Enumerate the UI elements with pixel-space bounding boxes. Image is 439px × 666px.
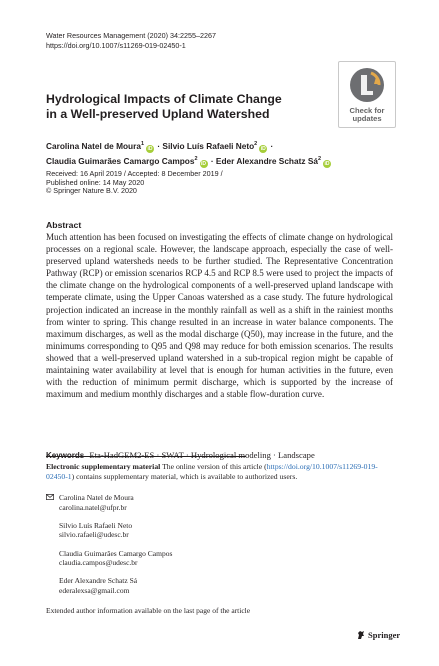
- esm-doi-link[interactable]: https://doi.org/10.1007/s11269-019-02450-1: [46, 462, 378, 481]
- supplementary-material-note: [46, 462, 393, 482]
- contact-name: Silvio Luís Rafaeli Neto: [59, 520, 133, 530]
- contact-name: Carolina Natel de Moura: [59, 493, 134, 502]
- affiliation-marker: 2: [254, 141, 258, 147]
- contact-email[interactable]: ederalexsa@gmail.com: [59, 585, 130, 595]
- publication-dates: [46, 170, 223, 196]
- keywords-list: Eta-HadGEM2-ES · SWAT · Hydrological modeling · Landscape: [89, 450, 315, 460]
- affiliation-marker: 1: [140, 141, 145, 147]
- check-for-updates-badge[interactable]: [338, 61, 396, 128]
- title-line2: in a Well-preserved Upland Watershed: [46, 107, 270, 121]
- envelope-icon: [46, 494, 54, 500]
- contact-email[interactable]: claudia.campos@udesc.br: [59, 558, 138, 568]
- esm-text-after: ) contains supplementary material, which is available to authorized users.: [71, 472, 298, 481]
- badge-line2: updates: [352, 114, 382, 123]
- abstract-text: Much attention has been focused on investigating the effects of climate change on hydrological processes on a regional scale. However, the landscape approach, especially the case of well-preserved upland watersheds needs to be further studied. The Representative Concentration Pathway (RCP) or emission scenarios RCP 4.5 and RCP 8.5 were used to project the impacts of the climate change on the hydrological components of a well-preserved upland landscape with temperate climate, using the Upper Canoas watershed as a case study. The future hydrological projection indicated an increase in the monthly rainfall as well as a shift in the rainiest months from winter to spring. This change resulted in an increase in water balance components. The maximum discharges, as well as the modal discharge (Q50), may increase in the future, and the minimums corresponding to Q95 and Q98 may reduce for both emission scenarios. The results showed that a well-preserved upland watershed in a sub-tropical region might be capable of maintaining water availability at level that is enough for human activities in the future, even with the reduction of minimum permit discharge, which is supported by the increase of maximum and medium monthly discharges and a stable flow-duration curve.: [46, 232, 393, 400]
- orcid-icon[interactable]: iD: [324, 160, 330, 167]
- footnote-divider: [46, 456, 246, 457]
- check-for-updates-icon: [349, 67, 385, 103]
- doi-link[interactable]: https://doi.org/10.1007/s11269-019-02450-1: [46, 41, 186, 50]
- author-name[interactable]: Claudia Guimarães Camargo Campos: [46, 155, 195, 166]
- article-title: [46, 92, 326, 122]
- extended-author-info: Extended author information available on the last page of the article: [46, 606, 251, 615]
- published-date: Published online: 14 May 2020: [46, 177, 145, 187]
- author-contacts: [46, 493, 172, 604]
- orcid-icon[interactable]: iD: [201, 160, 207, 167]
- contact-email[interactable]: silvio.rafaeli@udesc.br: [59, 530, 129, 540]
- journal-citation: Water Resources Management (2020) 34:2255–2267: [46, 31, 216, 40]
- author-name[interactable]: Carolina Natel de Moura: [46, 140, 141, 151]
- contact-entry: [46, 493, 172, 512]
- contact-entry: [46, 576, 172, 595]
- springer-logo: [356, 630, 400, 640]
- publisher-name: Springer: [368, 630, 401, 640]
- contact-entry: [46, 521, 172, 540]
- esm-label: Electronic supplementary material: [46, 462, 161, 471]
- keywords-label: Keywords: [46, 451, 85, 460]
- contact-email[interactable]: carolina.natel@ufpr.br: [59, 502, 127, 512]
- affiliation-marker: 2: [317, 155, 322, 162]
- orcid-icon[interactable]: iD: [147, 145, 153, 152]
- badge-line1: Check for: [349, 106, 385, 115]
- author-list: Carolina Natel de Moura$^1$iD · Silvio Luís Rafaeli Neto$^2$iD · Claudia Guimarães Camargo Campos$^2$iD · Eder Alexandre Schatz $Sá^2iD$: [46, 140, 330, 167]
- author-name[interactable]: Silvio Luís Rafaeli Neto: [162, 140, 255, 151]
- esm-text-before: The online version of this article (: [162, 462, 267, 471]
- author-name[interactable]: Eder Alexandre Schatz Sá: [215, 155, 318, 166]
- contact-entry: [46, 549, 172, 568]
- contact-name: Eder Alexandre Schatz Sá: [59, 576, 138, 586]
- abstract-heading: Abstract: [46, 220, 82, 230]
- orcid-icon[interactable]: iD: [260, 145, 266, 152]
- springer-horse-icon: [356, 630, 366, 640]
- affiliation-marker: 2: [194, 155, 198, 162]
- copyright-notice: © Springer Nature B.V. 2020: [46, 186, 137, 196]
- received-accepted-dates: Received: 16 April 2019 / Accepted: 8 December 2019 /: [46, 169, 223, 178]
- title-line1: Hydrological Impacts of Climate Change: [46, 92, 282, 106]
- contact-name: Claudia Guimarães Camargo Campos: [59, 548, 173, 558]
